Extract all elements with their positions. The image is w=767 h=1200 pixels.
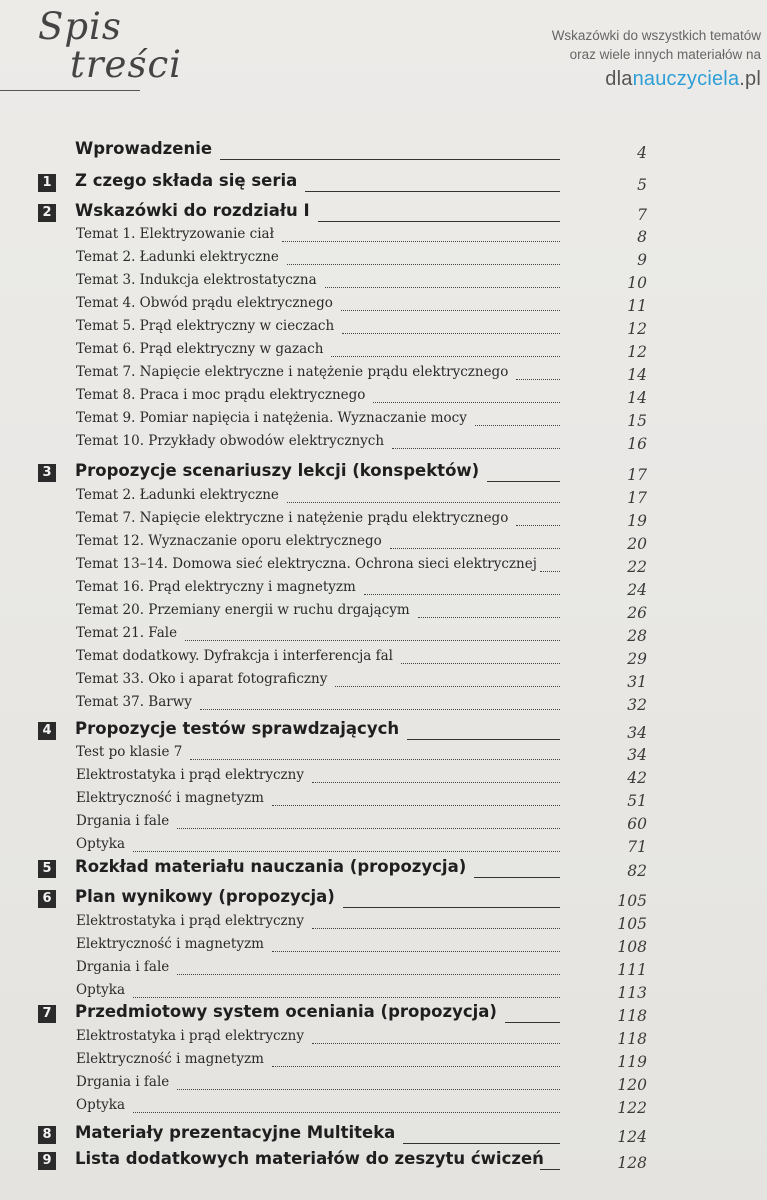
toc-item[interactable] [0,531,767,553]
page-number: 5 [637,176,647,194]
item-title: Temat 2. Ładunki elektryczne [76,487,279,503]
page-number: 12 [627,320,647,338]
toc-item[interactable] [0,980,767,1002]
leader-dots [177,1088,560,1090]
page-number: 17 [627,466,647,484]
item-title: Drgania i fale [76,959,170,975]
page-number: 119 [617,1053,647,1071]
leader-dots [373,401,560,403]
toc-section[interactable] [0,1003,767,1025]
leader-dots [133,850,560,852]
toc-item[interactable] [0,1095,767,1117]
section-title: Z czego składa się seria [75,171,298,190]
leader-line [540,1169,560,1170]
item-title: Temat 4. Obwód prądu elektrycznego [76,295,333,311]
toc-item[interactable] [0,554,767,576]
page-number: 124 [617,1128,647,1146]
item-title: Drgania i fale [76,1074,170,1090]
leader-dots [364,593,560,595]
leader-line [318,221,560,222]
leader-dots [177,973,560,975]
toc-item[interactable] [0,508,767,530]
item-title: Temat 20. Przemiany energii w ruchu drgającym [76,602,410,618]
toc-item[interactable] [0,385,767,407]
toc-item[interactable] [0,957,767,979]
toc-item[interactable] [0,431,767,453]
page-number: 22 [627,558,647,576]
item-title: Temat 13–14. Domowa sieć elektryczna. Ochrona sieci elektrycznej [76,556,537,572]
leader-dots [190,758,560,760]
toc-section[interactable] [0,172,767,194]
item-title: Temat 8. Praca i moc prądu elektrycznego [76,387,366,403]
page-number: 113 [617,984,647,1002]
toc-item[interactable] [0,270,767,292]
toc-section[interactable] [0,140,767,162]
leader-dots [516,524,560,526]
page-number: 34 [627,724,647,742]
item-title: Temat 2. Ładunki elektryczne [76,249,279,265]
page-number: 122 [617,1099,647,1117]
leader-dots [272,950,560,952]
toc-item[interactable] [0,600,767,622]
toc-item[interactable] [0,765,767,787]
toc-item[interactable] [0,1026,767,1048]
page-number: 105 [617,892,647,910]
item-title: Optyka [76,836,125,852]
leader-dots [312,1042,560,1044]
page-number: 29 [627,650,647,668]
leader-dots [133,996,560,998]
page-number: 9 [637,251,647,269]
leader-dots [342,332,560,334]
toc-item[interactable] [0,934,767,956]
section-title: Propozycje testów sprawdzających [75,719,400,738]
page-number: 15 [627,412,647,430]
leader-line [220,159,560,160]
leader-dots [325,286,560,288]
toc-section[interactable] [0,1124,767,1146]
toc-item[interactable] [0,646,767,668]
section-number-badge: 6 [38,890,56,908]
leader-dots [335,685,560,687]
page-number: 120 [617,1076,647,1094]
toc-section[interactable] [0,858,767,880]
page-number: 32 [627,696,647,714]
toc-item[interactable] [0,316,767,338]
leader-dots [272,804,560,806]
item-title: Test po klasie 7 [76,744,183,760]
section-title: Propozycje scenariuszy lekcji (konspektów) [75,461,480,480]
page-number: 42 [627,769,647,787]
item-title: Temat 12. Wyznaczanie oporu elektrycznego [76,533,382,549]
toc-item[interactable] [0,1072,767,1094]
page-number: 31 [627,673,647,691]
page-number: 7 [637,206,647,224]
item-title: Optyka [76,1097,125,1113]
item-title: Elektrostatyka i prąd elektryczny [76,913,304,929]
section-number-badge: 9 [38,1152,56,1170]
item-title: Temat 5. Prąd elektryczny w cieczach [76,318,335,334]
item-title: Temat 6. Prąd elektryczny w gazach [76,341,324,357]
section-title: Plan wynikowy (propozycja) [75,887,335,906]
page-number: 128 [617,1154,647,1172]
item-title: Elektrostatyka i prąd elektryczny [76,767,304,783]
title-line-2: treści [70,43,182,86]
toc-item[interactable] [0,623,767,645]
page-number: 108 [617,938,647,956]
site-part-2: nauczyciela [632,68,740,90]
item-title: Temat 1. Elektryzowanie ciał [76,226,274,242]
section-number-badge: 8 [38,1126,56,1144]
item-title: Elektryczność i magnetyzm [76,1051,264,1067]
section-title: Wprowadzenie [75,139,213,158]
toc-section[interactable] [0,888,767,910]
leader-line [474,877,560,878]
toc-item[interactable] [0,485,767,507]
item-title: Elektryczność i magnetyzm [76,790,264,806]
leader-dots [341,309,560,311]
leader-line [305,191,560,192]
title-line-1: Spis [38,5,122,48]
toc-section[interactable] [0,720,767,742]
leader-dots [540,570,560,572]
item-title: Temat 3. Indukcja elektrostatyczna [76,272,317,288]
toc-section[interactable] [0,462,767,484]
page-number: 14 [627,366,647,384]
item-title: Temat 9. Pomiar napięcia i natężenia. Wyznaczanie mocy [76,410,467,426]
page-number: 24 [627,581,647,599]
leader-dots [331,355,560,357]
toc-item[interactable] [0,577,767,599]
toc-item[interactable] [0,692,767,714]
site-part-3: .pl [739,68,761,90]
leader-dots [272,1065,560,1067]
leader-dots [287,263,560,265]
toc-item[interactable] [0,811,767,833]
item-title: Elektrostatyka i prąd elektryczny [76,1028,304,1044]
leader-dots [200,708,560,710]
toc-item[interactable] [0,788,767,810]
section-title: Materiały prezentacyjne Multiteka [75,1123,396,1142]
leader-dots [185,639,560,641]
page-number: 26 [627,604,647,622]
leader-line [407,739,560,740]
leader-dots [282,240,560,242]
section-title: Przedmiotowy system oceniania (propozycja) [75,1002,497,1021]
page-number: 11 [627,297,647,315]
leader-dots [475,424,560,426]
page-number: 34 [627,746,647,764]
section-number-badge: 4 [38,722,56,740]
leader-line [487,481,560,482]
item-title: Elektryczność i magnetyzm [76,936,264,952]
leader-dots [418,616,560,618]
page-number: 8 [637,228,647,246]
toc-section[interactable] [0,202,767,224]
toc-section[interactable] [0,1150,767,1172]
leader-dots [312,781,560,783]
item-title: Optyka [76,982,125,998]
page-number: 51 [627,792,647,810]
leader-dots [287,501,560,503]
item-title: Temat 16. Prąd elektryczny i magnetyzm [76,579,356,595]
promo-line-2: oraz wiele innych materiałów na [569,47,761,62]
leader-dots [133,1111,560,1113]
page-number: 14 [627,389,647,407]
page-number: 60 [627,815,647,833]
item-title: Temat 7. Napięcie elektryczne i natężenie prądu elektrycznego [76,364,509,380]
page-number: 17 [627,489,647,507]
section-number-badge: 3 [38,464,56,482]
item-title: Temat 33. Oko i aparat fotograficzny [76,671,328,687]
section-title: Wskazówki do rozdziału I [75,201,310,220]
leader-dots [312,927,560,929]
toc-item[interactable] [0,834,767,856]
leader-dots [401,662,560,664]
page-number: 82 [627,862,647,880]
page-number: 118 [617,1030,647,1048]
promo-line-1: Wskazówki do wszystkich tematów [551,28,761,43]
page-number: 111 [617,961,647,979]
toc-item[interactable] [0,911,767,933]
toc-item[interactable] [0,224,767,246]
item-title: Temat dodatkowy. Dyfrakcja i interferencja fal [76,648,393,664]
leader-dots [390,547,560,549]
page-number: 12 [627,343,647,361]
toc-item[interactable] [0,1049,767,1071]
page-number: 105 [617,915,647,933]
section-title: Lista dodatkowych materiałów do zeszytu ćwiczeń [75,1149,544,1168]
toc-item[interactable] [0,742,767,764]
toc-item[interactable] [0,293,767,315]
page-number: 16 [627,435,647,453]
leader-line [403,1143,560,1144]
item-title: Temat 7. Napięcie elektryczne i natężenie prądu elektrycznego [76,510,509,526]
site-part-1: dla [605,68,633,90]
leader-line [505,1022,560,1023]
item-title: Temat 10. Przykłady obwodów elektrycznych [76,433,385,449]
page-number: 4 [637,144,647,162]
leader-dots [177,827,560,829]
section-number-badge: 5 [38,860,56,878]
item-title: Temat 37. Barwy [76,694,192,710]
item-title: Temat 21. Fale [76,625,178,641]
section-title: Rozkład materiału nauczania (propozycja) [75,857,467,876]
toc-item[interactable] [0,247,767,269]
toc-item[interactable] [0,669,767,691]
page-number: 10 [627,274,647,292]
page-number: 20 [627,535,647,553]
leader-line [343,907,560,908]
page-number: 28 [627,627,647,645]
item-title: Drgania i fale [76,813,170,829]
leader-dots [516,378,560,380]
toc-item[interactable] [0,408,767,430]
leader-dots [392,447,560,449]
page-number: 19 [627,512,647,530]
page-number: 118 [617,1007,647,1025]
page-number: 71 [627,838,647,856]
section-number-badge: 7 [38,1005,56,1023]
section-number-badge: 2 [38,204,56,222]
section-number-badge: 1 [38,174,56,192]
toc-item[interactable] [0,339,767,361]
toc-item[interactable] [0,362,767,384]
